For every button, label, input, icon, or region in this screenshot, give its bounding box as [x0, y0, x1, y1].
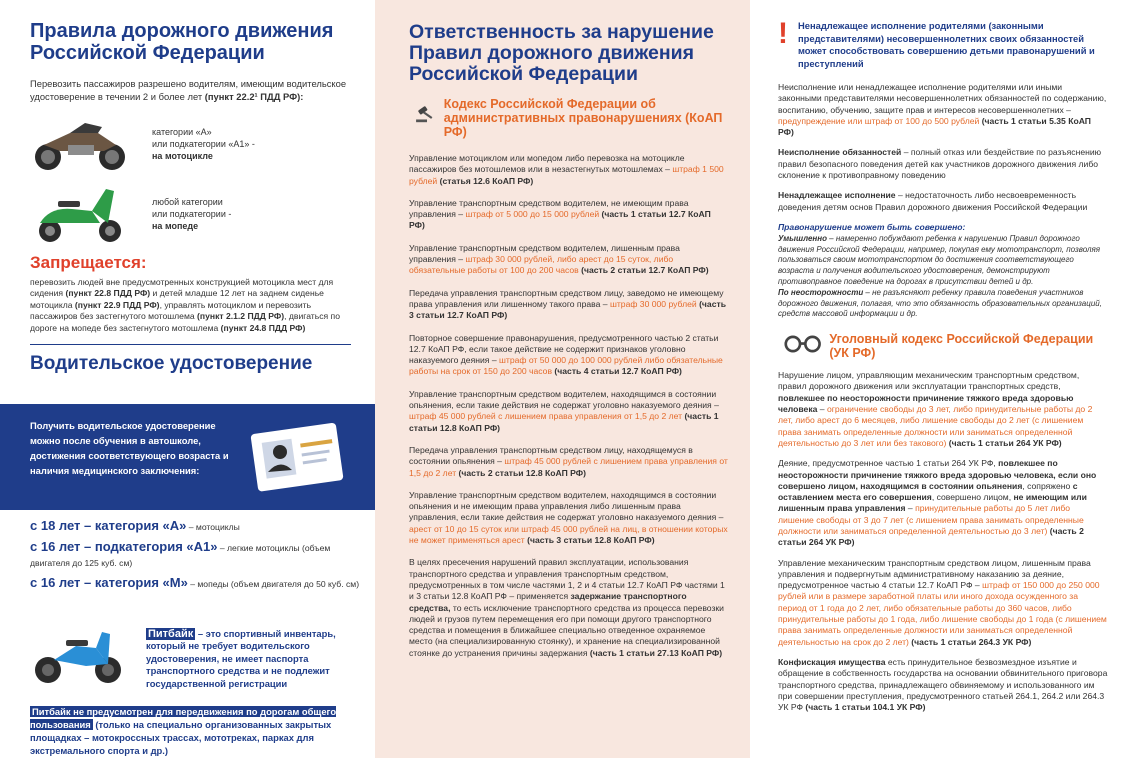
rules-title: Правила дорожного движения Российской Федерации [30, 20, 334, 64]
uk-paragraph-2: Деяние, предусмотренное частью 1 статьи 264 УК РФ, повлекшее по неосторожности причинение тяжкого вреда здоровью человека, если оно совершено лицом, находящимся в состоянии опьянения, сопряжено с оставлением места его совершения, совершено лицом, не имеющим или лишенным права управления – принудительные работы до 5 лет либо лишение свободы от 3 до 7 лет (с лишением права занимать определенные должности или заниматься определенной деятельностью до 3 лет) (часть 2 статьи 264 УК РФ) [778, 458, 1097, 548]
uk-paragraph-4: Конфискация имущества есть принудительное безвозмездное изъятие и обращение в собственность государства на основании обвинительного приговора транспортного средства, принадлежащего обвиняемому и использованного им при совершении преступления, предусмотренного статьей 264.1, 264.2 или 264.3 УК РФ (часть 1 статьи 104.1 УК РФ) [778, 656, 1108, 713]
moped-icon [30, 183, 130, 245]
motorcycle-text: категории «А» или подкатегории «А1» - на мотоцикле [152, 127, 255, 161]
responsibility-title: Ответственность за нарушение Правил дорожного движения Российской Федерации [409, 21, 714, 85]
warning-title: Ненадлежащее исполнение родителями (законными представителями) несовершеннолетних своих обязанностей может способствовать совершению детьми правонарушений и преступлений [798, 20, 1095, 69]
column-parents [750, 0, 1124, 758]
license-card-icon [250, 422, 346, 492]
uk-paragraph-3: Управление механическим транспортным средством лицом, лишенным права управления и подвергнутым административному наказанию за деяние, предусмотренное частью 4 статьи 12.7 КоАП РФ – штраф от 150 000 до 250 000 рублей или в размере заработной платы или иного дохода осужденного за период от 1 года до 2 лет, либо обязательные работы до 360 часов, либо принудительные работы до 1 года, либо лишение свободы до 1 года (с лишением права занимать определенные должности или заниматься определенной деятельностью на срок до 2 лет) (часть 1 статьи 264.3 УК РФ) [778, 557, 1107, 647]
uk-paragraph-1: Нарушение лицом, управляющим механическим транспортным средством, правил дорожного движения или эксплуатации транспортных средств, повлекшее по неосторожности причинение тяжкого вреда здоровью человека – ограничение свободы до 3 лет, либо принудительные работы до 2 лет, либо арест до 6 месяцев, либо лишение свободы до 2 лет (с лишением права занимать определенные должности или заниматься определенной деятельностью до 3 лет или без такового) (часть 1 статьи 264 УК РФ) [778, 370, 1093, 448]
moped-text: любой категории или подкатегории - на мопеде [152, 197, 232, 231]
exclamation-icon: ! [778, 17, 788, 50]
category-m: с 16 лет – категория «М» – мопеды (объем двигателя до 50 куб. см) [30, 575, 360, 590]
koap-items [409, 153, 728, 546]
koap-item: Управление транспортным средством водителем, находящимся в состоянии опьянения и не имеющим права управления либо лишенным права управления, если такие действия не содержат уголовно наказуемого деяния – арест от 10 до 15 суток или штраф 45 000 рублей на лиц, в отношении котoрых не может применяться арест (часть 3 статьи 12.8 КоАП РФ) [409, 489, 728, 546]
pitbike-note: Питбайк не предусмотрен для передвижения по дорогам общего пользования (только на специально организованных закрытых площадках – мотокроссных трассах, мототреках, парках для экстремального спорта и др.) [30, 706, 337, 756]
uk-title: Уголовный кодекс Российской Федерации (УК РФ) [829, 332, 1094, 361]
koap-header [415, 97, 728, 139]
moped-row [30, 183, 351, 245]
motorcycle-row [30, 115, 351, 173]
handcuffs-icon [784, 332, 821, 356]
pitbike-icon [30, 624, 126, 686]
column-responsibility [375, 0, 750, 758]
koap-item: Управление транспортным средством водителем, лишенным права управления – штраф 30 000 рублей, либо арест до 15 суток, либо обязательные работы от 100 до 200 часов (часть 2 статьи 12.7 КоАП РФ) [409, 242, 709, 276]
koap-item: Управление мотоциклом или мопедом либо перевозка на мотоцикле пассажиров без мотошлемов или в незастегнутых мотошлемах – штраф 1 500 рублей (статья 12.6 КоАП РФ) [409, 153, 724, 186]
license-categories [30, 518, 360, 590]
warning-header [778, 17, 1108, 70]
parents-paragraph-3: Ненадлежащее исполнение – недостаточность либо несвоевременность доведения детям основ Правил дорожного движения Российской Федерации [778, 190, 1088, 212]
parents-paragraph-2: Неисполнение обязанностей – полный отказ или бездействие по разъяснению правил безопасного поведения детей как участников дорожного движения либо склонение к противоправному поведению [778, 147, 1102, 181]
forbidden-text: перевозить людей вне предусмотренных конструкцией мотоцикла мест для сидения (пункт 22.8 ПДД РФ) и детей младше 12 лет на заднем сиденье мотоцикла (пункт 22.9 ПДД РФ), управлять мотоциклом и перевозить пассажиров без застегнутого мотошлема (пункт 2.1.2 ПДД РФ), двигаться по дороге на мопеде без застегнутого мотошлема (пункт 24.8 ПДД РФ) [30, 277, 340, 333]
rules-intro: Перевозить пассажиров разрешено водителям, имеющим водительское удостоверение в течении 2 и более лет (пункт 22.2¹ ПДД РФ): [30, 78, 347, 102]
koap-final: В целях пресечения нарушений правил эксплуатации, использования транспортного средства и управления транспортным средством, предусмотренных в том числе частями 1, 2 и 4 статьи 12.7 КоАП РФ частями 1 и 3 статьи 12.8 КоАП РФ – применяется задержание транспортного средства, то есть исключение транспортного средства из процесса перевозки людей и грузов путем перемещения его при помощи другого транспортного средства и помещения в ближайшее специально отведенное охраняемое место (на специализированную стоянку), и хранение на специализированной стоянке до устранения причины задержания (часть 1 статьи 27.13 КоАП РФ) [409, 557, 725, 658]
koap-item: Передача управления транспортным средством лицу, заведомо не имеющему права управления или лишенному такого права – штраф 30 000 рублей (часть 3 статьи 12.7 КоАП РФ) [409, 287, 726, 321]
license-info-text: Получить водительское удостоверение можно после обучения в автошколе, достижения соответствующего возраста и наличия медицинского заключения: [30, 420, 229, 476]
gavel-icon [415, 97, 436, 131]
koap-item: Передача управления транспортным средством лицу, находящемуся в состоянии опьянения – штраф 45 000 рублей с лишением права управления от 1,5 до 2 лет (часть 2 статьи 12.8 КоАП РФ) [409, 444, 728, 478]
uk-header [784, 332, 1108, 360]
category-a1: с 16 лет – подкатегория «А1» – легкие мотоциклы (объем двигателя до 125 куб. см) [30, 539, 331, 568]
koap-title: Кодекс Российской Федерации об административных правонарушениях (КоАП РФ) [443, 97, 723, 139]
offense-forms: Правонарушение может быть совершено: Умышленно – намеренно побуждают ребенка к нарушению Правил дорожного движения Российской Федерации, например, покупая ему мототранспорт, позволяя пользоваться своим мототранспортом до достижения соответствующего возраста и получения водительского удостоверения, демонстрируют противоправное поведение на дорогах в присутствии детей и др. По неосторожности – не разъясняют ребенку правила поведения участников дорожного движения, полагая, что это обязанность образовательных организаций, средств массовой информации и др. [778, 221, 1102, 319]
motorcycle-icon [30, 115, 130, 173]
parents-paragraph-1: Неисполнение или ненадлежащее исполнение родителями или иными законными представителями несовершеннолетних обязанностей по содержанию, воспитанию, обучению, защите прав и интересов несовершеннолетних – предупреждение или штраф от 100 до 500 рублей (часть 1 статьи 5.35 КоАП РФ) [778, 82, 1107, 138]
license-info-box [0, 404, 375, 510]
category-a: с 18 лет – категория «А» – мотоциклы [30, 518, 240, 533]
divider [30, 344, 351, 345]
license-title: Водительское удостоверение [30, 353, 313, 375]
forbidden-title: Запрещается: [30, 253, 147, 272]
koap-item: Управление транспортным средством водителем, находящимся в состоянии опьянения, если такие действия не содержат уголовно наказуемого деяния – штраф 45 000 рублей с лишением права управления от 1,5 до 2 лет (часть 1 статьи 12.8 КоАП РФ) [409, 388, 719, 433]
koap-item: Управление транспортным средством водителем, не имеющим права управления – штраф от 5 000 до 15 000 рублей (часть 1 статьи 12.7 КоАП РФ) [409, 197, 711, 231]
koap-item: Повторное совершение правонарушения, предусмотренного частью 2 статьи 12.7 КоАП РФ, если такое действие не содержит признаков уголовно наказуемого деяния – штраф от 50 000 до 100 000 рублей либо обязательные работы на срок от 150 до 200 часов (часть 4 статьи 12.7 КоАП РФ) [409, 332, 723, 377]
pitbike-description: Питбайк – это спортивный инвентарь, который не требует водительского удостоверения, не имеет паспорта транспортного средства и не подлежит государственной регистрации [146, 628, 336, 689]
